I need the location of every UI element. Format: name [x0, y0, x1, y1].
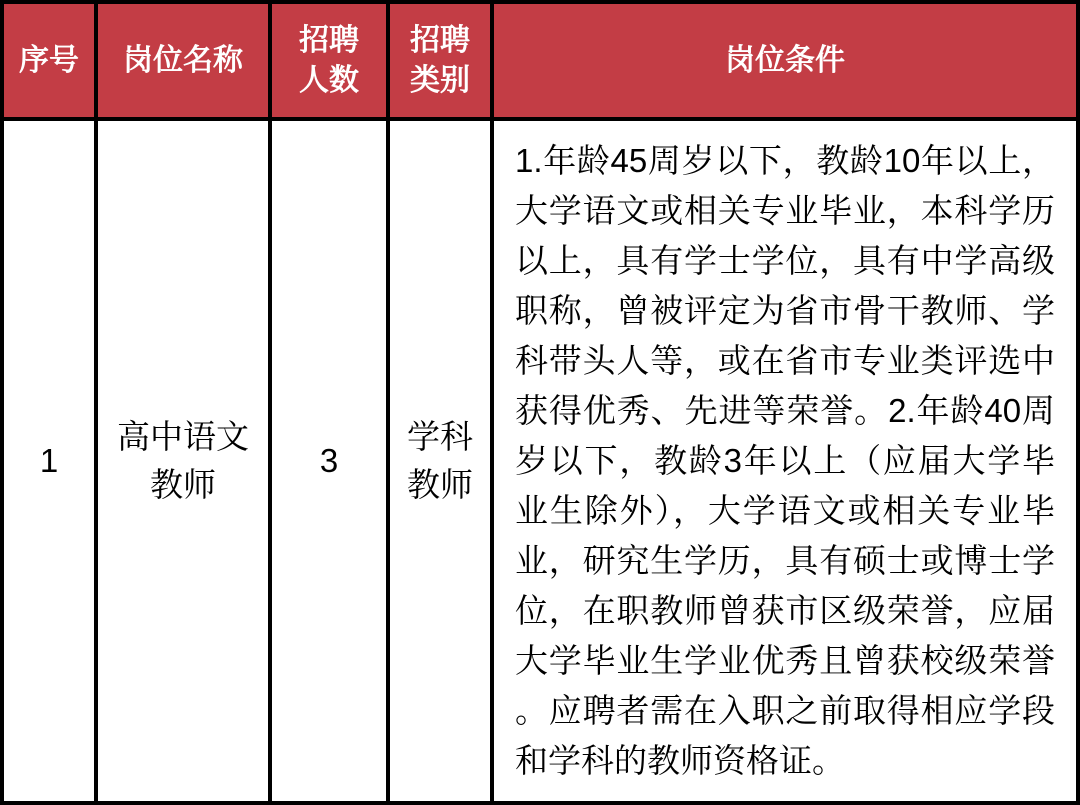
header-cell-category — [390, 4, 490, 117]
header-cell-count — [272, 4, 386, 117]
table-row-cell-position — [98, 121, 268, 801]
header-label-category: 招聘类别 — [410, 23, 470, 97]
row-requirements-text: 1.年龄45周岁以下，教龄10年以上，大学语文或相关专业毕业，本科学历以上，具有学士学位，具有中学高级职称，曾被评定为省市骨干教师、学科带头人等，或在省市专业类评选中获得优秀、先进等荣誉。2.年龄40周岁以下，教龄3年以上（应届大学毕业生除外），大学语文或相关专业毕业，研究生学历，具有硕士或博士学位，在职教师曾获市区级荣誉，应届大学毕业生学业优秀且曾获校级荣誉。应聘者需在入职之前取得相应学段和学科的教师资格证。 — [515, 142, 1055, 779]
header-label-requirements: 岗位条件 — [725, 43, 845, 77]
row-index-value: 1 — [39, 442, 59, 479]
header-label-count: 招聘人数 — [299, 23, 359, 97]
table-row-cell-count — [272, 121, 386, 801]
row-count-value: 3 — [319, 442, 339, 479]
header-cell-index — [4, 4, 94, 117]
row-position-value: 高中语文教师 — [117, 418, 249, 503]
header-label-index: 序号 — [19, 43, 79, 77]
table-row-cell-index — [4, 121, 94, 801]
row-category-value: 学科教师 — [407, 418, 473, 503]
table-row-cell-requirements — [494, 121, 1076, 801]
header-label-position: 岗位名称 — [123, 43, 243, 77]
table-row-cell-category — [390, 121, 490, 801]
header-cell-requirements — [494, 4, 1076, 117]
header-cell-position — [98, 4, 268, 117]
